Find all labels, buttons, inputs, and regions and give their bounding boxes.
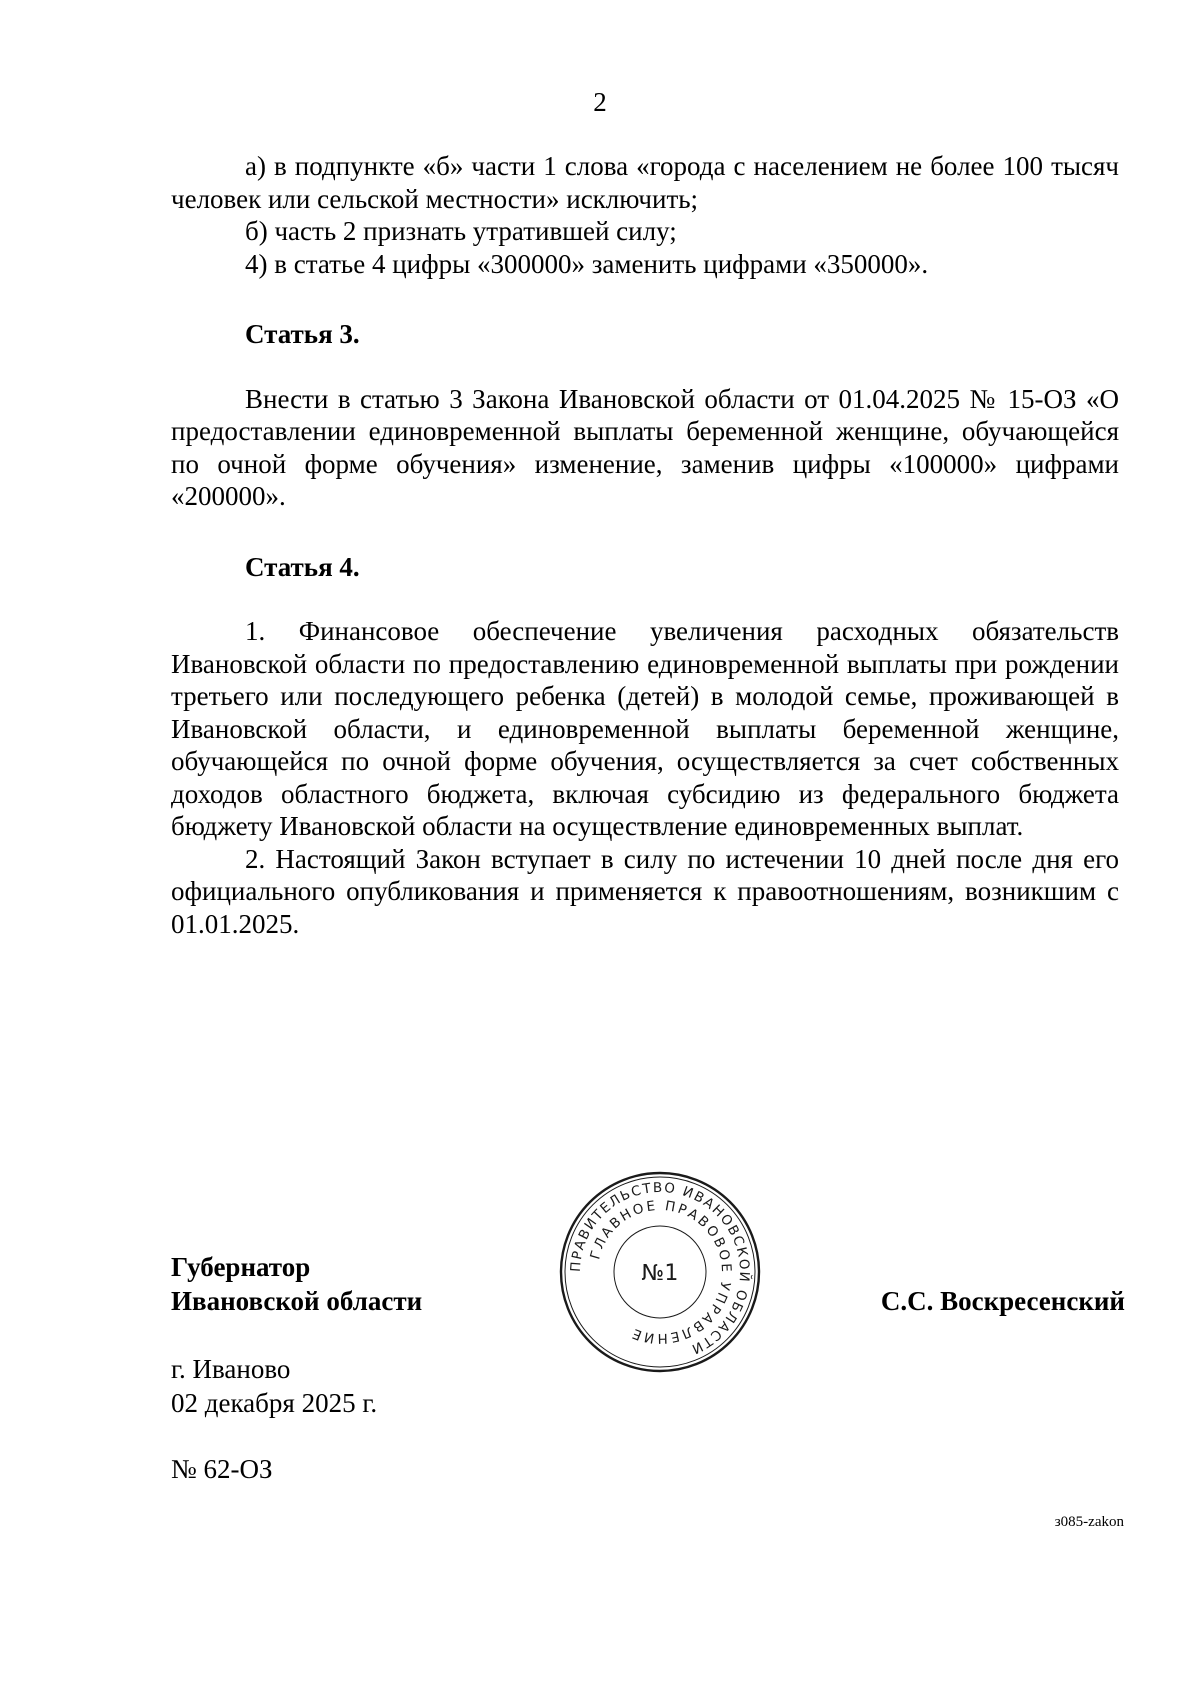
article-3-text: Внести в статью 3 Закона Ивановской области от 01.04.2025 № 15-ОЗ «О предоставлении единовременной выплаты беременной женщине, обучающейся по очной форме обучения» изменение, заменив цифры «100000» цифрами «200000». [171, 383, 1119, 511]
official-seal [556, 1168, 764, 1376]
place-date [171, 1352, 377, 1420]
page-number: 2 [593, 87, 607, 117]
article-3-heading: Статья 3. [245, 319, 360, 349]
article-4-item-2: 2. Настоящий Закон вступает в силу по истечении 10 дней после дня его официального опубликования и применяется к правоотношениям, возникшим с 01.01.2025. [171, 843, 1119, 939]
seal-number: №1 [641, 1261, 679, 1286]
article-4-item-1: 1. Финансовое обеспечение увеличения расходных обязательств Ивановской области по предоставлению единовременной выплаты при рождении третьего или последующего ребенка (детей) в молодой семье, проживающей в Ивановской области, и единовременной выплаты беременной женщине, обучающейся по очной форме обучения, осуществляется за счет собственных доходов областного бюджета, включая субсидию из федерального бюджета бюджету Ивановской области на осуществление единовременных выплат. [171, 616, 1119, 841]
document-body [171, 150, 1119, 940]
law-number: № 62-ОЗ [171, 1454, 273, 1484]
date: 02 декабря 2025 г. [171, 1388, 378, 1418]
signature-title-line-1: Губернатор [171, 1252, 311, 1282]
amendment-item-b: б) часть 2 признать утратившей силу; [245, 216, 677, 246]
signature-title-line-2: Ивановской области [171, 1286, 423, 1316]
signatory-name: С.С. Воскресенский [880, 1286, 1125, 1316]
article-4-heading: Статья 4. [245, 551, 360, 582]
document-code: з085-zakon [1054, 1514, 1124, 1530]
amendment-item-4: 4) в статье 4 цифры «300000» заменить цифрами «350000». [245, 248, 929, 279]
seal-outer-text: ПРАВИТЕЛЬСТВО ИВАНОВСКОЙ ОБЛАСТИ [567, 1179, 753, 1358]
amendment-item-a: а) в подпункте «б» части 1 слова «города с населением не более 100 тысяч человек или сельской местности» исключить; [171, 151, 1119, 214]
signature-title [171, 1250, 422, 1318]
place: г. Иваново [171, 1354, 291, 1384]
seal-inner-text: ГЛАВНОЕ ПРАВОВОЕ УПРАВЛЕНИЕ [587, 1197, 735, 1347]
